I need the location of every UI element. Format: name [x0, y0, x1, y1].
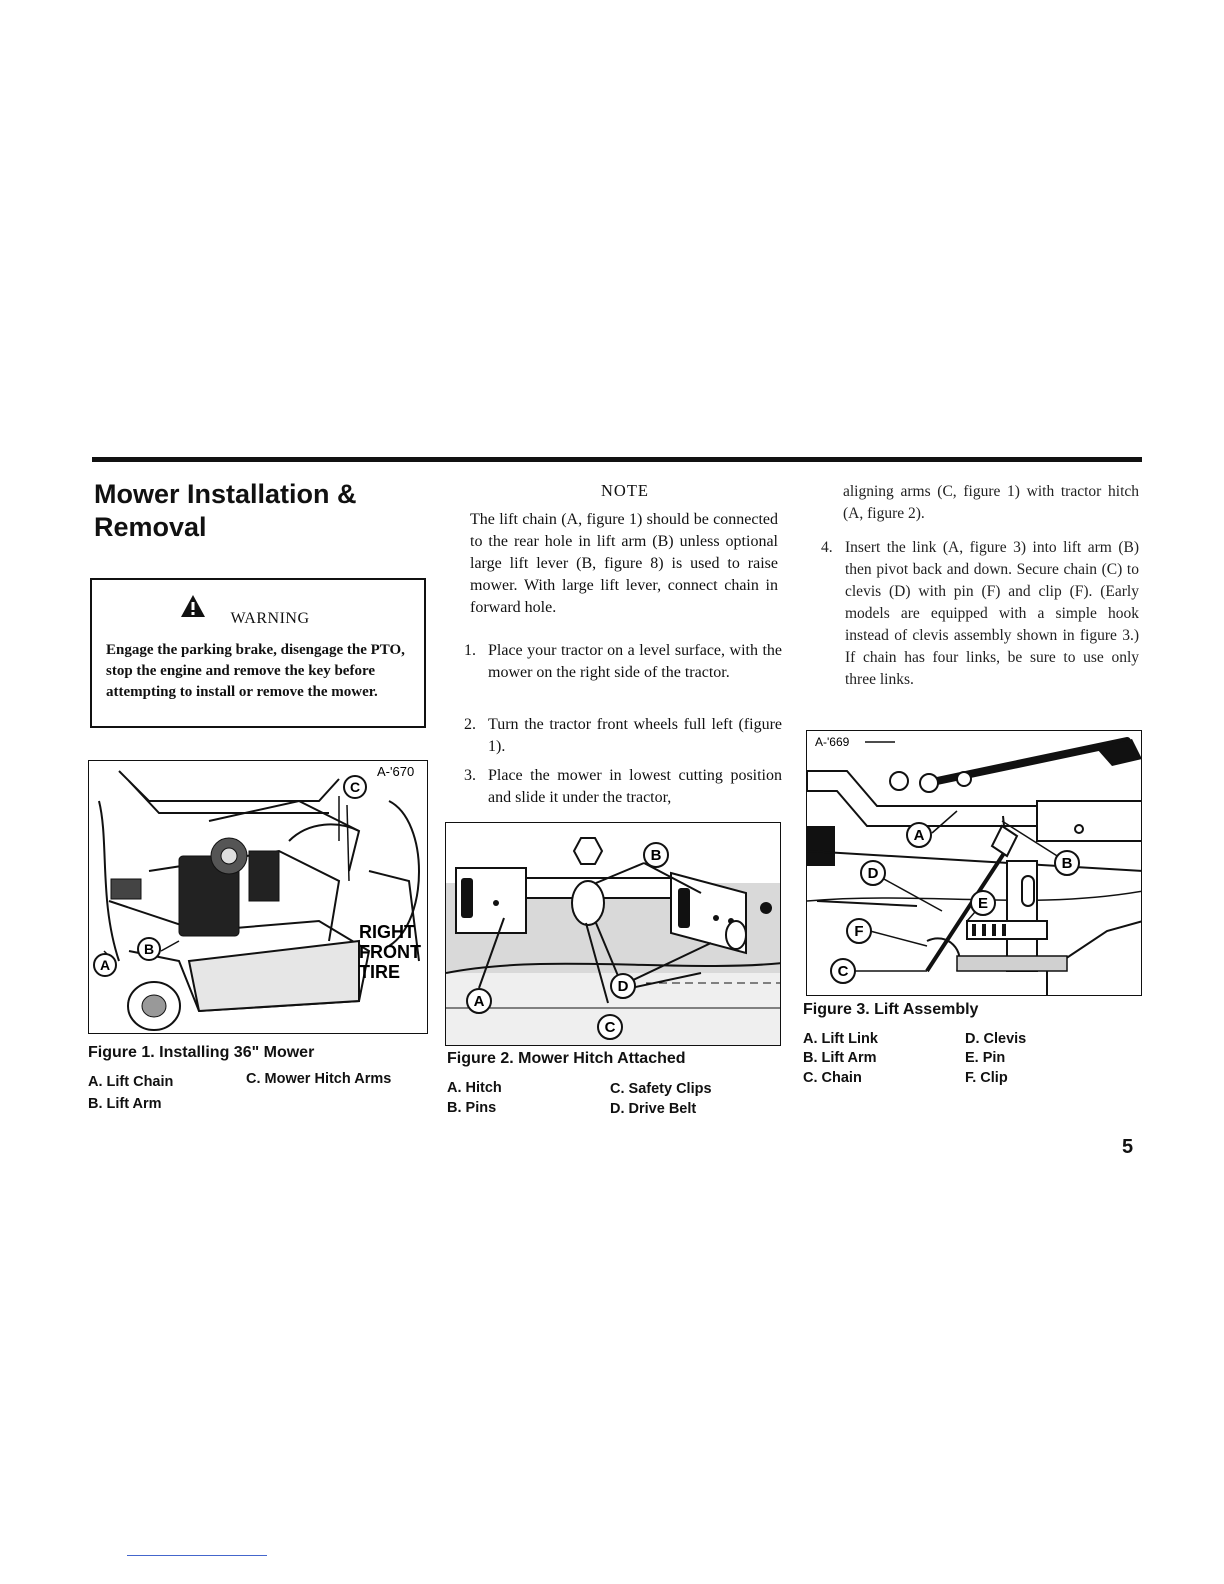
- step-3: [464, 765, 782, 809]
- step-3-continued: aligning arms (C, figure 1) with tractor hitch (A, figure 2).: [843, 483, 1139, 522]
- step-2: [464, 714, 782, 758]
- figure1-legend-a: A. Lift Chain: [88, 1074, 174, 1090]
- figure2-legend-d: D. Drive Belt: [610, 1101, 697, 1117]
- figure2-caption: Figure 2. Mower Hitch Attached: [447, 1050, 686, 1067]
- figure1-tire-label-1: RIGHT: [359, 922, 415, 942]
- figure3-legend-c: C. Chain: [803, 1070, 862, 1086]
- step-4-number: 4.: [821, 539, 833, 556]
- warning-heading: WARNING: [230, 610, 310, 627]
- step-1-number: 1.: [464, 642, 476, 659]
- figure1-callout-b-label: B: [143, 941, 155, 957]
- figure2-callout-d-label: D: [617, 978, 629, 995]
- figure2-legend-a: A. Hitch: [447, 1080, 502, 1096]
- figure1-legend-b: B. Lift Arm: [88, 1096, 162, 1112]
- figure3-callout-d-label: D: [867, 865, 879, 882]
- footer-line: [127, 1555, 267, 1556]
- note-heading: NOTE: [601, 481, 649, 500]
- step-2-number: 2.: [464, 716, 476, 733]
- figure1-caption: Figure 1. Installing 36" Mower: [88, 1044, 315, 1061]
- figure2-callout-c-label: C: [604, 1019, 616, 1036]
- step-1: [464, 640, 782, 684]
- step-3-number: 3.: [464, 767, 476, 784]
- step-1-text: Place your tractor on a level surface, with the mower on the right side of the tractor.: [488, 642, 782, 681]
- step-4: [821, 537, 1139, 691]
- step-2-text: Turn the tractor front wheels full left (figure 1).: [488, 716, 782, 755]
- figure3-caption: Figure 3. Lift Assembly: [803, 1001, 979, 1018]
- figure3-callout-e-label: E: [977, 895, 989, 912]
- warning-box: [90, 578, 426, 728]
- figure2-callout-a-label: A: [473, 993, 485, 1010]
- figure1-tire-label-2: FRONT: [359, 942, 421, 962]
- figure3-callout-f-label: F: [854, 923, 864, 940]
- figure2-illustration: [445, 822, 781, 1046]
- figure1-code: A-'670: [377, 764, 415, 779]
- figure3-legend-d: D. Clevis: [965, 1031, 1027, 1047]
- figure1-callout-a-label: A: [99, 957, 111, 973]
- section-title-line2: Removal: [94, 512, 207, 542]
- figure3-legend-e: E. Pin: [965, 1050, 1006, 1066]
- figure1-callout-c-label: C: [349, 779, 361, 795]
- figure3-legend-b: B. Lift Arm: [803, 1050, 877, 1066]
- figure3-callout-c-label: C: [837, 963, 849, 980]
- figure3-illustration: [806, 730, 1142, 996]
- figure3-legend-f: F. Clip: [965, 1070, 1008, 1086]
- step-4-text: Insert the link (A, figure 3) into lift arm (B) then pivot back and down. Secure chain (C) to clevis (D) with pin (F) and clip (F). (Early models are equipped with a simple hook instead of clevis assembly shown in figure 3.) If chain has four links, be sure to use only three links.: [845, 539, 1139, 688]
- figure3-legend-a: A. Lift Link: [803, 1031, 878, 1047]
- figure1-tire-label-3: TIRE: [359, 962, 401, 982]
- figure3-callout-b-label: B: [1061, 855, 1073, 872]
- step-3-text: Place the mower in lowest cutting position and slide it under the tractor,: [488, 767, 782, 806]
- figure1-legend-c: C. Mower Hitch Arms: [246, 1071, 392, 1087]
- section-rule: [92, 457, 1142, 462]
- note-text: The lift chain (A, figure 1) should be connected to the rear hole in lift arm (B) unless optional large lift lever (B, figure 8) is used to raise mower. With large lift lever, connect chain in forward hole.: [470, 511, 778, 616]
- figure2-callout-b-label: B: [650, 847, 662, 864]
- section-title: [94, 478, 357, 544]
- warning-text: Engage the parking brake, disengage the PTO, stop the engine and remove the key before attempting to install or remove the mower.: [106, 642, 405, 700]
- figure3-callout-a-label: A: [913, 827, 925, 844]
- figure1-illustration: [88, 760, 428, 1034]
- page-number: 5: [1122, 1136, 1134, 1158]
- figure3-code: A-'669: [815, 735, 850, 749]
- section-title-line1: Mower Installation &: [94, 479, 357, 509]
- figure2-legend-b: B. Pins: [447, 1100, 497, 1116]
- figure2-legend-c: C. Safety Clips: [610, 1081, 712, 1097]
